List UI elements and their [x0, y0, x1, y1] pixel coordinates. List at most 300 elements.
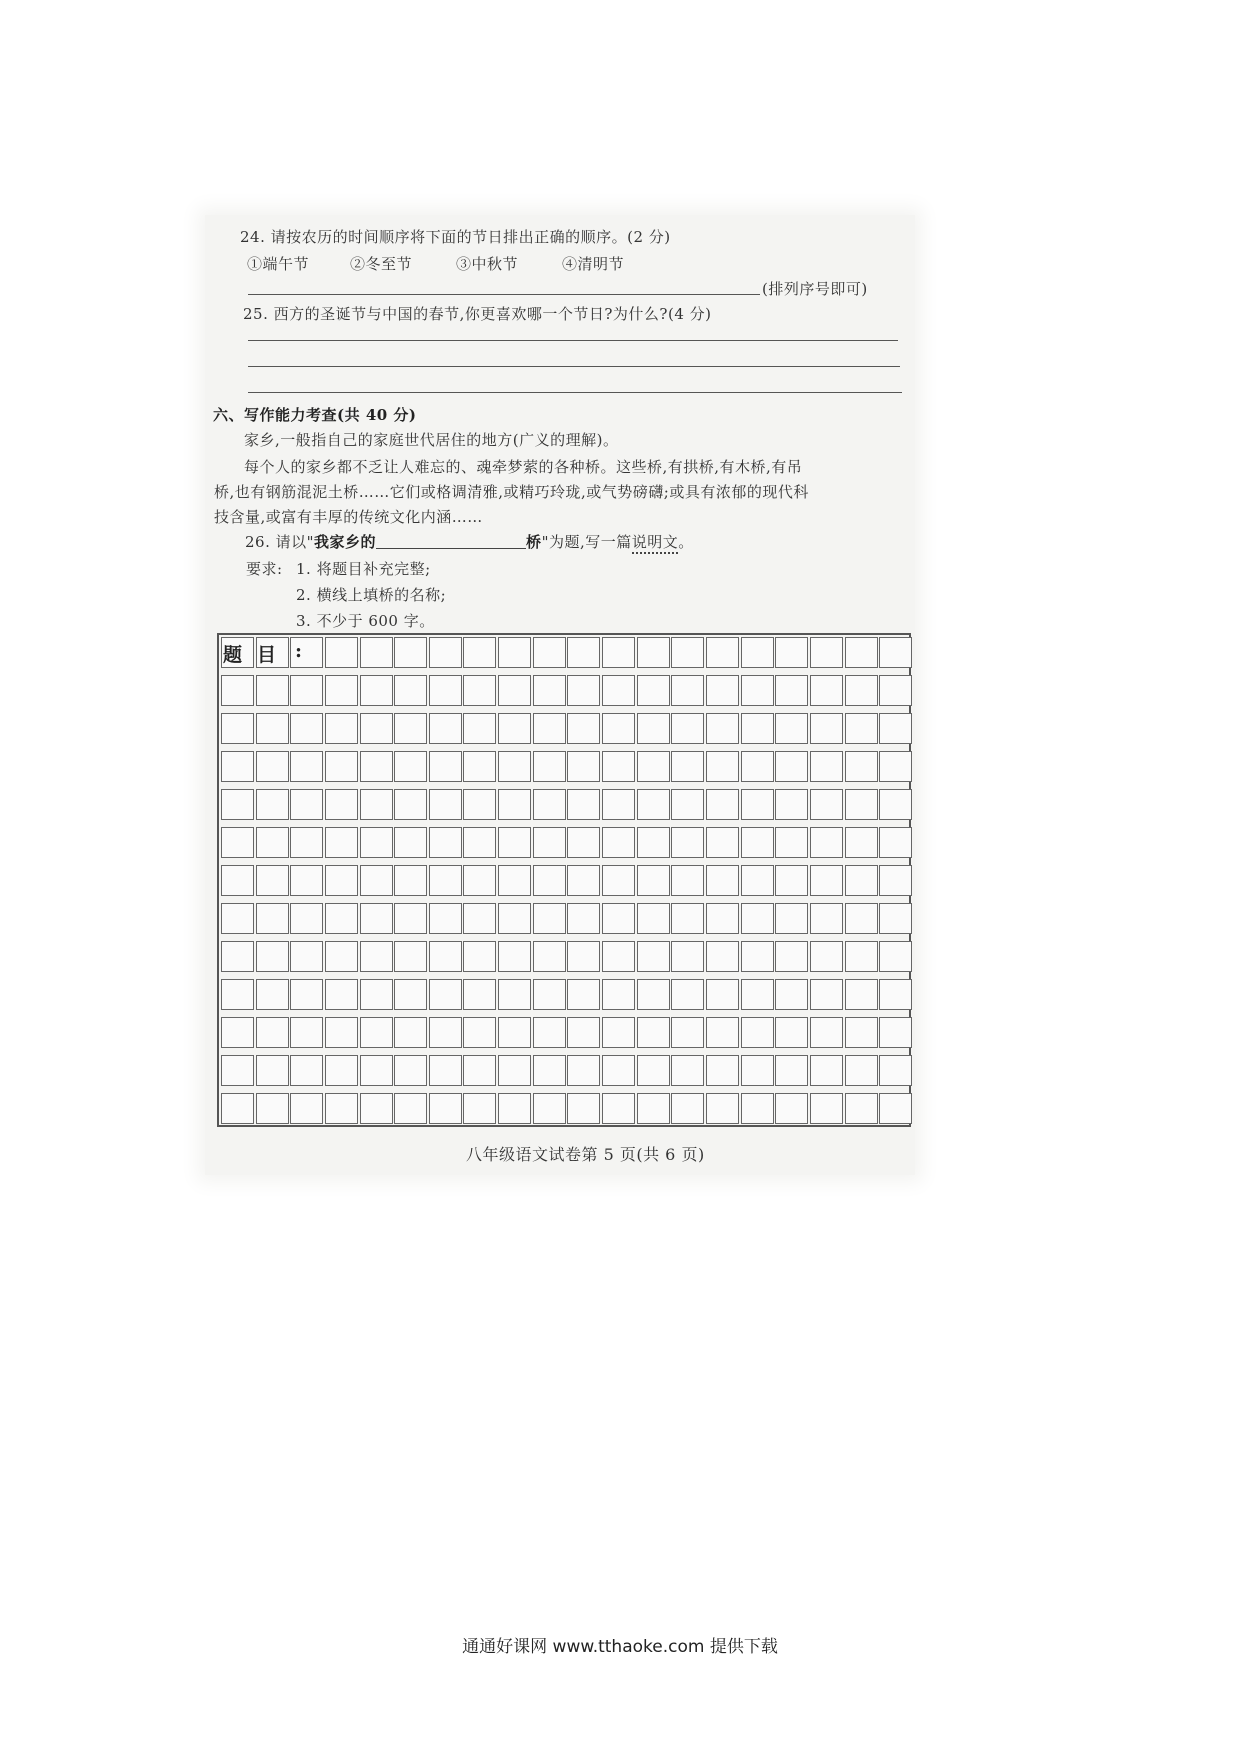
grid-cell[interactable] — [221, 1093, 254, 1124]
q24-option-2: ②冬至节 — [350, 255, 413, 273]
grid-cell[interactable] — [498, 1093, 531, 1124]
grid-cell[interactable] — [394, 1055, 427, 1086]
grid-cell[interactable] — [256, 675, 289, 706]
q25-answer-line-2[interactable] — [248, 366, 900, 367]
grid-cell[interactable] — [290, 789, 323, 820]
grid-cell[interactable] — [463, 1017, 496, 1048]
grid-cell[interactable] — [845, 675, 878, 706]
grid-row — [221, 1093, 914, 1124]
grid-cell[interactable] — [256, 941, 289, 972]
grid-cell[interactable] — [879, 789, 912, 820]
grid-cell[interactable] — [602, 713, 635, 744]
grid-cell[interactable] — [533, 1055, 566, 1086]
grid-cell[interactable] — [325, 1055, 358, 1086]
grid-cell[interactable] — [567, 979, 600, 1010]
grid-cell[interactable] — [463, 1055, 496, 1086]
grid-cell[interactable] — [810, 637, 843, 668]
grid-cell[interactable] — [256, 1093, 289, 1124]
grid-cell[interactable] — [845, 637, 878, 668]
grid-cell[interactable] — [602, 903, 635, 934]
grid-cell[interactable] — [533, 675, 566, 706]
grid-cell[interactable] — [671, 713, 704, 744]
grid-cell[interactable] — [567, 1017, 600, 1048]
question-25-title: 25. 西方的圣诞节与中国的春节,你更喜欢哪一个节日?为什么?(4 分) — [243, 305, 712, 323]
grid-cell[interactable] — [463, 903, 496, 934]
grid-cell[interactable] — [533, 751, 566, 782]
grid-cell[interactable] — [498, 789, 531, 820]
grid-cell[interactable] — [429, 789, 462, 820]
q25-answer-line-1[interactable] — [248, 340, 898, 341]
grid-cell[interactable] — [325, 789, 358, 820]
grid-cell[interactable] — [290, 827, 323, 858]
grid-cell[interactable] — [221, 903, 254, 934]
grid-cell[interactable] — [671, 637, 704, 668]
grid-cell[interactable] — [602, 941, 635, 972]
grid-cell[interactable] — [533, 1017, 566, 1048]
grid-cell[interactable] — [671, 827, 704, 858]
grid-cell[interactable] — [533, 941, 566, 972]
grid-cell[interactable] — [360, 827, 393, 858]
grid-cell[interactable] — [394, 1017, 427, 1048]
q24-answer-hint: (排列序号即可) — [762, 280, 868, 298]
grid-cell[interactable] — [845, 751, 878, 782]
grid-row — [221, 713, 914, 744]
grid-cell[interactable] — [845, 1055, 878, 1086]
grid-cell[interactable] — [256, 979, 289, 1010]
grid-cell[interactable] — [256, 751, 289, 782]
grid-cell[interactable] — [775, 1055, 808, 1086]
grid-row — [221, 1055, 914, 1086]
grid-row — [221, 903, 914, 934]
grid-cell[interactable] — [394, 751, 427, 782]
grid-cell[interactable] — [810, 865, 843, 896]
grid-cell[interactable] — [256, 827, 289, 858]
grid-cell[interactable] — [671, 1093, 704, 1124]
grid-cell[interactable] — [879, 941, 912, 972]
grid-cell[interactable] — [394, 827, 427, 858]
grid-cell[interactable] — [463, 713, 496, 744]
grid-cell[interactable] — [360, 637, 393, 668]
grid-cell[interactable] — [637, 675, 670, 706]
q24-option-3: ③中秋节 — [456, 255, 519, 273]
grid-row — [221, 979, 914, 1010]
grid-cell[interactable] — [879, 903, 912, 934]
grid-cell[interactable] — [671, 751, 704, 782]
grid-cell[interactable] — [498, 827, 531, 858]
grid-cell[interactable] — [221, 751, 254, 782]
grid-cell[interactable] — [602, 865, 635, 896]
grid-cell[interactable] — [741, 827, 774, 858]
grid-cell[interactable] — [256, 1017, 289, 1048]
grid-cell[interactable] — [290, 1055, 323, 1086]
grid-cell[interactable] — [256, 789, 289, 820]
grid-cell[interactable] — [533, 789, 566, 820]
grid-cell[interactable] — [637, 865, 670, 896]
grid-cell[interactable] — [637, 637, 670, 668]
grid-cell[interactable] — [706, 713, 739, 744]
grid-cell[interactable] — [879, 865, 912, 896]
grid-cell[interactable] — [845, 827, 878, 858]
grid-cell[interactable] — [706, 637, 739, 668]
grid-cell[interactable] — [290, 979, 323, 1010]
requirements-label: 要求: — [246, 560, 283, 578]
section-6-intro-2-line-1: 每个人的家乡都不乏让人难忘的、魂牵梦萦的各种桥。这些桥,有拱桥,有木桥,有吊 — [244, 458, 803, 476]
grid-cell[interactable] — [810, 1055, 843, 1086]
grid-cell[interactable] — [325, 941, 358, 972]
grid-cell[interactable] — [879, 1055, 912, 1086]
grid-cell[interactable] — [394, 903, 427, 934]
grid-cell[interactable] — [290, 941, 323, 972]
grid-cell[interactable] — [775, 713, 808, 744]
grid-cell[interactable] — [602, 979, 635, 1010]
grid-cell[interactable] — [810, 789, 843, 820]
grid-cell[interactable] — [741, 713, 774, 744]
grid-cell[interactable] — [637, 903, 670, 934]
grid-cell[interactable] — [325, 675, 358, 706]
grid-cell[interactable] — [706, 979, 739, 1010]
grid-cell[interactable] — [637, 1055, 670, 1086]
grid-cell[interactable] — [221, 979, 254, 1010]
grid-cell[interactable] — [741, 941, 774, 972]
grid-cell[interactable] — [463, 675, 496, 706]
grid-cell[interactable] — [671, 979, 704, 1010]
grid-cell[interactable] — [533, 827, 566, 858]
grid-row — [221, 865, 914, 896]
grid-cell[interactable] — [533, 713, 566, 744]
grid-cell[interactable] — [741, 675, 774, 706]
grid-row — [221, 1017, 914, 1048]
grid-cell[interactable] — [463, 789, 496, 820]
grid-cell[interactable] — [706, 1017, 739, 1048]
grid-title-char-1: 题 — [223, 644, 243, 666]
grid-cell[interactable] — [429, 675, 462, 706]
grid-cell[interactable] — [671, 675, 704, 706]
grid-cell[interactable] — [602, 827, 635, 858]
grid-cell[interactable] — [879, 675, 912, 706]
grid-cell[interactable] — [775, 903, 808, 934]
grid-cell[interactable] — [463, 941, 496, 972]
grid-cell[interactable] — [706, 827, 739, 858]
grid-cell[interactable] — [256, 903, 289, 934]
grid-cell[interactable] — [602, 789, 635, 820]
grid-cell[interactable] — [775, 979, 808, 1010]
grid-cell[interactable] — [637, 1093, 670, 1124]
grid-cell[interactable] — [706, 1055, 739, 1086]
grid-cell[interactable] — [671, 789, 704, 820]
question-26-title — [245, 531, 694, 552]
grid-cell[interactable] — [360, 979, 393, 1010]
grid-cell[interactable] — [429, 713, 462, 744]
q26-prefix: 26. 请以" — [245, 533, 315, 551]
grid-cell[interactable] — [810, 979, 843, 1010]
grid-cell[interactable] — [775, 941, 808, 972]
grid-cell[interactable] — [810, 713, 843, 744]
grid-cell[interactable] — [463, 865, 496, 896]
grid-cell[interactable] — [602, 1017, 635, 1048]
grid-cell[interactable] — [706, 1093, 739, 1124]
grid-cell[interactable] — [637, 979, 670, 1010]
grid-cell[interactable] — [671, 865, 704, 896]
grid-cell[interactable] — [741, 903, 774, 934]
grid-cell[interactable] — [845, 1017, 878, 1048]
grid-cell[interactable] — [775, 865, 808, 896]
grid-cell[interactable] — [741, 1055, 774, 1086]
grid-cell[interactable] — [741, 789, 774, 820]
grid-cell[interactable] — [429, 865, 462, 896]
grid-cell[interactable] — [463, 637, 496, 668]
grid-cell[interactable] — [429, 1055, 462, 1086]
grid-cell[interactable] — [741, 637, 774, 668]
grid-cell[interactable] — [463, 1093, 496, 1124]
grid-cell[interactable] — [325, 637, 358, 668]
grid-cell[interactable] — [325, 1093, 358, 1124]
grid-cell[interactable] — [394, 637, 427, 668]
grid-title-char-2: 目 — [257, 644, 277, 666]
grid-cell[interactable] — [221, 827, 254, 858]
grid-row — [221, 827, 914, 858]
grid-cell[interactable] — [845, 789, 878, 820]
grid-cell[interactable] — [221, 941, 254, 972]
grid-cell[interactable] — [637, 827, 670, 858]
grid-cell[interactable] — [498, 637, 531, 668]
composition-grid[interactable] — [217, 633, 911, 1127]
grid-cell[interactable] — [290, 1093, 323, 1124]
grid-cell[interactable] — [360, 1093, 393, 1124]
grid-cell[interactable] — [810, 941, 843, 972]
grid-cell[interactable] — [290, 713, 323, 744]
grid-cell[interactable] — [325, 865, 358, 896]
grid-cell[interactable] — [567, 827, 600, 858]
grid-cell[interactable] — [325, 713, 358, 744]
grid-cell[interactable] — [429, 827, 462, 858]
grid-cell[interactable] — [879, 827, 912, 858]
grid-cell[interactable] — [533, 865, 566, 896]
section-6-intro-2-line-3: 技含量,或富有丰厚的传统文化内涵…… — [214, 508, 483, 526]
grid-cell[interactable] — [325, 979, 358, 1010]
section-6-intro-1: 家乡,一般指自己的家庭世代居住的地方(广义的理解)。 — [244, 431, 619, 449]
grid-cell[interactable] — [498, 903, 531, 934]
grid-cell[interactable] — [429, 903, 462, 934]
grid-cell[interactable] — [290, 675, 323, 706]
grid-cell[interactable] — [498, 751, 531, 782]
grid-cell[interactable] — [498, 979, 531, 1010]
grid-cell[interactable] — [360, 751, 393, 782]
grid-cell[interactable] — [498, 1055, 531, 1086]
grid-cell[interactable] — [879, 979, 912, 1010]
q26-end: 。 — [678, 533, 694, 551]
grid-cell[interactable] — [706, 941, 739, 972]
grid-cell[interactable] — [533, 1093, 566, 1124]
grid-cell[interactable] — [810, 827, 843, 858]
requirement-3: 3. 不少于 600 字。 — [296, 612, 435, 630]
grid-cell[interactable] — [879, 637, 912, 668]
grid-cell[interactable] — [325, 827, 358, 858]
grid-cell[interactable] — [671, 1055, 704, 1086]
q26-middle: "为题,写一篇 — [541, 533, 632, 551]
grid-cell[interactable] — [741, 865, 774, 896]
question-24-title: 24. 请按农历的时间顺序将下面的节日排出正确的顺序。(2 分) — [240, 228, 671, 246]
grid-cell[interactable] — [567, 1093, 600, 1124]
grid-cell[interactable] — [741, 1093, 774, 1124]
grid-cell[interactable] — [360, 1017, 393, 1048]
grid-cell[interactable] — [879, 713, 912, 744]
grid-cell[interactable] — [567, 1055, 600, 1086]
grid-cell[interactable] — [360, 675, 393, 706]
grid-cell[interactable] — [221, 865, 254, 896]
grid-cell[interactable] — [741, 979, 774, 1010]
grid-cell[interactable] — [602, 751, 635, 782]
grid-cell[interactable] — [567, 751, 600, 782]
grid-cell[interactable] — [498, 1017, 531, 1048]
grid-cell[interactable] — [256, 865, 289, 896]
grid-cell[interactable] — [741, 1017, 774, 1048]
grid-cell[interactable] — [567, 789, 600, 820]
grid-cell[interactable] — [775, 789, 808, 820]
grid-cell[interactable] — [845, 865, 878, 896]
grid-cell[interactable] — [602, 637, 635, 668]
grid-cell[interactable] — [567, 903, 600, 934]
grid-cell[interactable] — [394, 713, 427, 744]
grid-row — [221, 789, 914, 820]
q24-option-1: ①端午节 — [247, 255, 310, 273]
grid-cell[interactable] — [498, 713, 531, 744]
grid-cell[interactable] — [325, 1017, 358, 1048]
grid-cell[interactable] — [775, 1017, 808, 1048]
grid-row — [221, 675, 914, 706]
grid-cell[interactable] — [429, 751, 462, 782]
q24-option-4: ④清明节 — [562, 255, 625, 273]
grid-cell[interactable] — [810, 1017, 843, 1048]
grid-cell[interactable] — [394, 675, 427, 706]
grid-cell[interactable] — [775, 637, 808, 668]
grid-cell[interactable] — [602, 1093, 635, 1124]
grid-cell[interactable] — [290, 1017, 323, 1048]
grid-cell[interactable] — [706, 865, 739, 896]
grid-cell[interactable] — [394, 1093, 427, 1124]
grid-cell[interactable] — [845, 941, 878, 972]
grid-cell[interactable] — [325, 751, 358, 782]
grid-cell[interactable] — [741, 751, 774, 782]
grid-cell[interactable] — [637, 1017, 670, 1048]
grid-cell[interactable] — [879, 751, 912, 782]
grid-cell[interactable] — [845, 903, 878, 934]
grid-cell[interactable] — [463, 979, 496, 1010]
grid-cell[interactable] — [637, 751, 670, 782]
grid-cell[interactable] — [360, 903, 393, 934]
grid-cell[interactable] — [290, 751, 323, 782]
grid-cell[interactable] — [879, 1017, 912, 1048]
q26-genre-emphasis: 说明文 — [632, 533, 679, 554]
requirement-2: 2. 横线上填桥的名称; — [296, 586, 447, 604]
grid-row — [221, 751, 914, 782]
grid-cell[interactable] — [775, 675, 808, 706]
grid-cell[interactable] — [845, 713, 878, 744]
grid-cell[interactable] — [360, 713, 393, 744]
grid-cell[interactable] — [567, 637, 600, 668]
grid-cell[interactable] — [221, 789, 254, 820]
grid-cell[interactable] — [671, 903, 704, 934]
grid-cell[interactable] — [394, 979, 427, 1010]
grid-cell[interactable] — [533, 637, 566, 668]
grid-cell[interactable] — [463, 751, 496, 782]
q26-title-blank[interactable] — [376, 534, 526, 549]
grid-cell[interactable] — [602, 675, 635, 706]
grid-cell[interactable] — [429, 941, 462, 972]
grid-cell[interactable] — [394, 865, 427, 896]
grid-cell[interactable] — [429, 1093, 462, 1124]
grid-cell[interactable] — [845, 979, 878, 1010]
grid-cell[interactable] — [325, 903, 358, 934]
grid-cell[interactable] — [498, 941, 531, 972]
grid-cell[interactable] — [775, 1093, 808, 1124]
grid-cell[interactable] — [429, 637, 462, 668]
grid-cell[interactable] — [775, 827, 808, 858]
grid-cell[interactable] — [290, 865, 323, 896]
requirement-1: 1. 将题目补充完整; — [296, 560, 431, 578]
grid-cell[interactable] — [498, 865, 531, 896]
grid-cell[interactable] — [879, 1093, 912, 1124]
grid-cell[interactable] — [706, 675, 739, 706]
grid-cell[interactable] — [706, 751, 739, 782]
grid-cell[interactable] — [221, 1017, 254, 1048]
grid-cell[interactable] — [810, 751, 843, 782]
grid-cell[interactable] — [360, 941, 393, 972]
grid-cell[interactable] — [394, 789, 427, 820]
grid-cell[interactable] — [533, 979, 566, 1010]
grid-cell[interactable] — [360, 865, 393, 896]
grid-cell[interactable] — [706, 903, 739, 934]
grid-cell[interactable] — [567, 865, 600, 896]
grid-cell[interactable] — [256, 713, 289, 744]
grid-cell[interactable] — [221, 713, 254, 744]
q24-answer-line[interactable] — [248, 294, 760, 295]
section-6-heading: 六、写作能力考查(共 40 分) — [213, 406, 417, 424]
grid-cell[interactable] — [498, 675, 531, 706]
grid-cell[interactable] — [429, 1017, 462, 1048]
grid-row — [221, 941, 914, 972]
grid-cell[interactable] — [463, 827, 496, 858]
grid-cell[interactable] — [360, 789, 393, 820]
grid-cell[interactable] — [533, 903, 566, 934]
grid-cell[interactable] — [775, 751, 808, 782]
q26-title-end: 桥 — [526, 533, 542, 551]
grid-cell[interactable] — [671, 1017, 704, 1048]
grid-cell[interactable] — [394, 941, 427, 972]
grid-cell[interactable] — [810, 903, 843, 934]
grid-cell[interactable] — [810, 1093, 843, 1124]
grid-cell[interactable] — [360, 1055, 393, 1086]
grid-cell[interactable] — [567, 713, 600, 744]
grid-cell[interactable] — [567, 675, 600, 706]
grid-title-colon: : — [295, 640, 303, 662]
grid-cell[interactable] — [706, 789, 739, 820]
grid-cell[interactable] — [221, 1055, 254, 1086]
grid-cell[interactable] — [567, 941, 600, 972]
grid-cell[interactable] — [637, 941, 670, 972]
grid-cell[interactable] — [671, 941, 704, 972]
grid-cell[interactable] — [429, 979, 462, 1010]
grid-cell[interactable] — [602, 1055, 635, 1086]
grid-cell[interactable] — [637, 789, 670, 820]
grid-cell[interactable] — [810, 675, 843, 706]
grid-cell[interactable] — [290, 903, 323, 934]
grid-cell[interactable] — [845, 1093, 878, 1124]
grid-cell[interactable] — [256, 1055, 289, 1086]
grid-cell[interactable] — [221, 675, 254, 706]
q26-title-start: 我家乡的 — [314, 533, 377, 551]
q25-answer-line-3[interactable] — [248, 392, 902, 393]
grid-cell[interactable] — [637, 713, 670, 744]
